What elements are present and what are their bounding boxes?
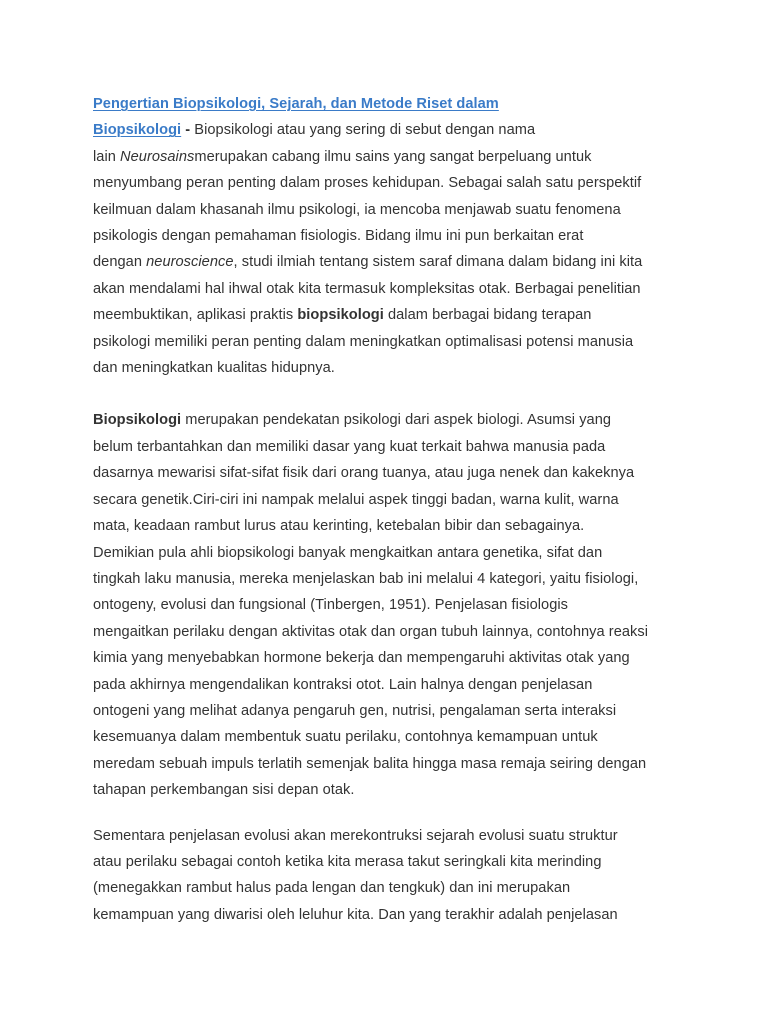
- text-line: dan meningkatkan kualitas hidupnya.: [93, 360, 335, 377]
- text-segment: merupakan cabang ilmu sains yang sangat berpeluang untuk: [194, 148, 592, 165]
- paragraph-evolusi: [93, 823, 693, 929]
- text-line: akan mendalami hal ihwal otak kita termasuk kompleksitas otak. Berbagai penelitian: [93, 280, 641, 297]
- text-line: [93, 407, 693, 433]
- article-title-link[interactable]: Pengertian Biopsikologi, Sejarah, dan Metode Riset dalam: [93, 96, 499, 112]
- text-line: (menegakkan rambut halus pada lengan dan tengkuk) dan ini merupakan: [93, 880, 571, 897]
- text-line: tahapan perkembangan sisi depan otak.: [93, 782, 355, 799]
- text-line: ontogeni yang melihat adanya pengaruh gen, nutrisi, pengalaman serta interaksi: [93, 702, 617, 719]
- text-line: psikologis dengan pemahaman fisiologis. Bidang ilmu ini pun berkaitan erat: [93, 228, 584, 245]
- text-segment: Biopsikologi atau yang sering di sebut dengan nama: [194, 122, 536, 139]
- text-segment: merupakan pendekatan psikologi dari aspek biologi. Asumsi yang: [181, 412, 612, 429]
- text-line: dasarnya mewarisi sifat-sifat fisik dari orang tuanya, atau juga nenek dan kakeknya: [93, 465, 635, 482]
- text-line: pada akhirnya mengendalikan kontraksi otot. Lain halnya dengan penjelasan: [93, 676, 593, 693]
- text-line: meredam sebuah impuls terlatih semenjak balita hingga masa remaja seiring dengan: [93, 755, 647, 772]
- title-dash: -: [181, 122, 195, 139]
- text-line: keilmuan dalam khasanah ilmu psikologi, ia mencoba menjawab suatu fenomena: [93, 201, 621, 218]
- text-line: mata, keadaan rambut lurus atau kerinting, ketebalan bibir dan sebagainya.: [93, 518, 585, 535]
- text-segment: lain: [93, 148, 121, 165]
- document-page: [93, 91, 693, 928]
- emphasis-neurosains: Neurosains: [120, 148, 195, 165]
- text-line: Sementara penjelasan evolusi akan merekontruksi sejarah evolusi suatu struktur: [93, 827, 618, 844]
- text-segment: dalam berbagai bidang terapan: [383, 307, 592, 324]
- text-segment: dengan: [93, 254, 147, 271]
- text-segment: meembuktikan, aplikasi praktis: [93, 307, 298, 324]
- emphasis-neuroscience: neuroscience: [146, 254, 234, 271]
- text-line: atau perilaku sebagai contoh ketika kita merasa takut seringkali kita merinding: [93, 853, 602, 870]
- text-line: belum terbantahkan dan memiliki dasar yang kuat terkait bahwa manusia pada: [93, 438, 606, 455]
- text-line: secara genetik.Ciri-ciri ini nampak melalui aspek tinggi badan, warna kulit, warna: [93, 491, 619, 508]
- text-line: [93, 249, 693, 275]
- article-title-link-continued[interactable]: Biopsikologi: [93, 122, 182, 139]
- text-line: kimia yang menyebabkan hormone bekerja dan mempengaruhi aktivitas otak yang: [93, 650, 630, 667]
- paragraph-biopsikologi: [93, 407, 693, 803]
- text-line: [93, 302, 693, 328]
- text-line: psikologi memiliki peran penting dalam meningkatkan optimalisasi potensi manusia: [93, 333, 634, 350]
- text-line: ontogeny, evolusi dan fungsional (Tinbergen, 1951). Penjelasan fisiologis: [93, 597, 569, 614]
- bold-biopsikologi: biopsikologi: [297, 307, 384, 324]
- text-line: Demikian pula ahli biopsikologi banyak mengkaitkan antara genetika, sifat dan: [93, 544, 603, 561]
- text-line: kesemuanya dalam membentuk suatu perilaku, contohnya kemampuan untuk: [93, 729, 598, 746]
- text-line: menyumbang peran penting dalam proses kehidupan. Sebagai salah satu perspektif: [93, 175, 642, 192]
- title-line: [93, 91, 693, 117]
- text-line: [93, 117, 693, 143]
- text-segment: , studi ilmiah tentang sistem saraf dimana dalam bidang ini kita: [233, 254, 643, 271]
- text-line: mengaitkan perilaku dengan aktivitas otak dan organ tubuh lainnya, contohnya reaksi: [93, 623, 649, 640]
- text-line: [93, 144, 693, 170]
- bold-biopsikologi: Biopsikologi: [93, 412, 182, 429]
- paragraph-intro: [93, 91, 693, 381]
- text-line: tingkah laku manusia, mereka menjelaskan bab ini melalui 4 kategori, yaitu fisiologi,: [93, 570, 639, 587]
- text-line: kemampuan yang diwarisi oleh leluhur kita. Dan yang terakhir adalah penjelasan: [93, 906, 618, 923]
